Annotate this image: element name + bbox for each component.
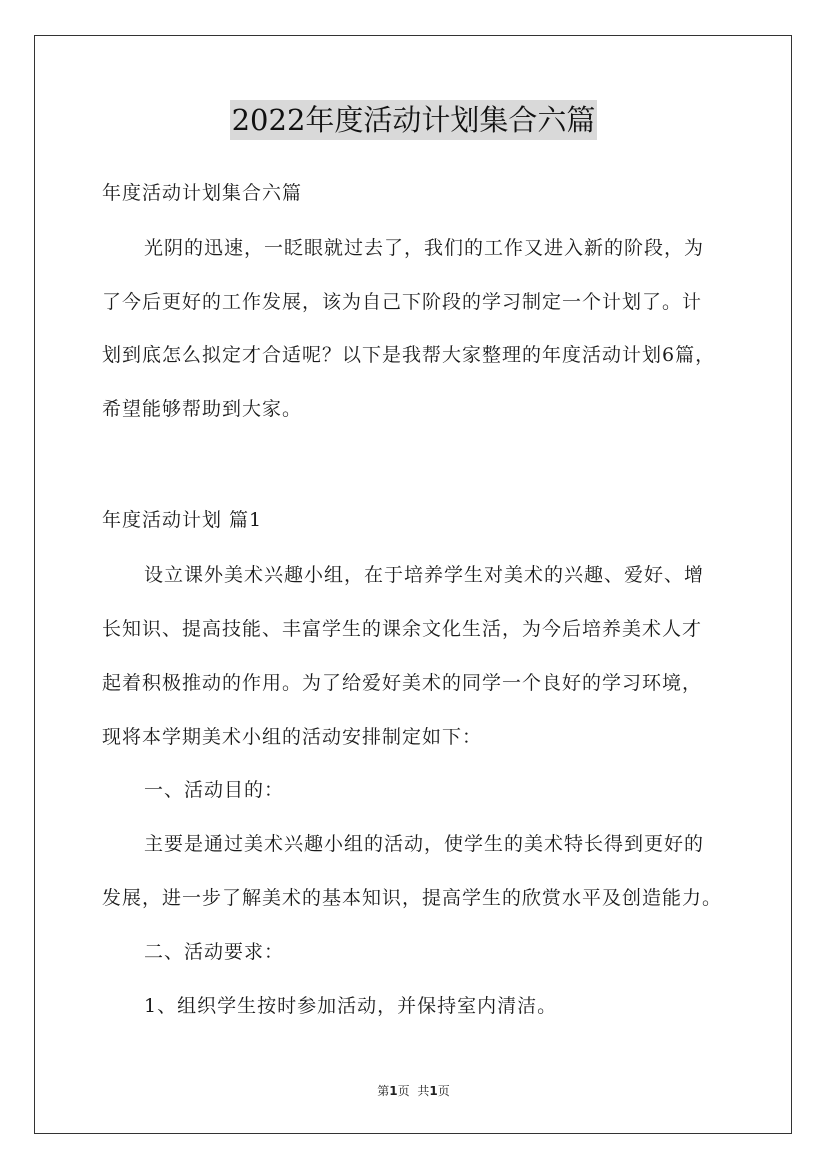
- body-line-2: 长知识、提高技能、丰富学生的课余文化生活，为今后培养美术人才: [102, 618, 703, 640]
- section-heading: 年度活动计划 篇1: [102, 509, 263, 531]
- total-prefix: 共: [417, 1084, 430, 1098]
- title-container: [0, 100, 827, 140]
- intro-line-2: 了今后更好的工作发展，该为自己下阶段的学习制定一个计划了。计: [102, 291, 703, 313]
- item-heading-1: 一、活动目的：: [144, 779, 285, 801]
- intro-line-3: 划到底怎么拟定才合适呢？以下是我帮大家整理的年度活动计划6篇，: [102, 344, 716, 366]
- page-prefix: 第: [377, 1084, 390, 1098]
- total-suffix: 页: [437, 1084, 450, 1098]
- subtitle-line: 年度活动计划集合六篇: [102, 182, 303, 204]
- item-heading-2: 二、活动要求：: [144, 941, 285, 963]
- body-line-3: 起着积极推动的作用。为了给爱好美术的同学一个良好的学习环境，: [102, 672, 703, 694]
- intro-line-4: 希望能够帮助到大家。: [102, 398, 303, 420]
- intro-line-1: 光阴的迅速，一眨眼就过去了，我们的工作又进入新的阶段，为: [144, 237, 705, 259]
- document-title: 2022年度活动计划集合六篇: [230, 100, 598, 140]
- body-line-7: 1、组织学生按时参加活动，并保持室内清洁。: [144, 995, 558, 1017]
- body-line-1: 设立课外美术兴趣小组，在于培养学生对美术的兴趣、爱好、增: [144, 564, 705, 586]
- body-line-6: 发展，进一步了解美术的基本知识，提高学生的欣赏水平及创造能力。: [102, 887, 723, 909]
- body-line-4: 现将本学期美术小组的活动安排制定如下：: [102, 726, 483, 748]
- total-pages: 1: [429, 1084, 438, 1098]
- page-footer: [0, 1083, 827, 1099]
- page-suffix: 页: [397, 1084, 410, 1098]
- page-number: 1: [389, 1084, 398, 1098]
- body-line-5: 主要是通过美术兴趣小组的活动，使学生的美术特长得到更好的: [144, 833, 705, 855]
